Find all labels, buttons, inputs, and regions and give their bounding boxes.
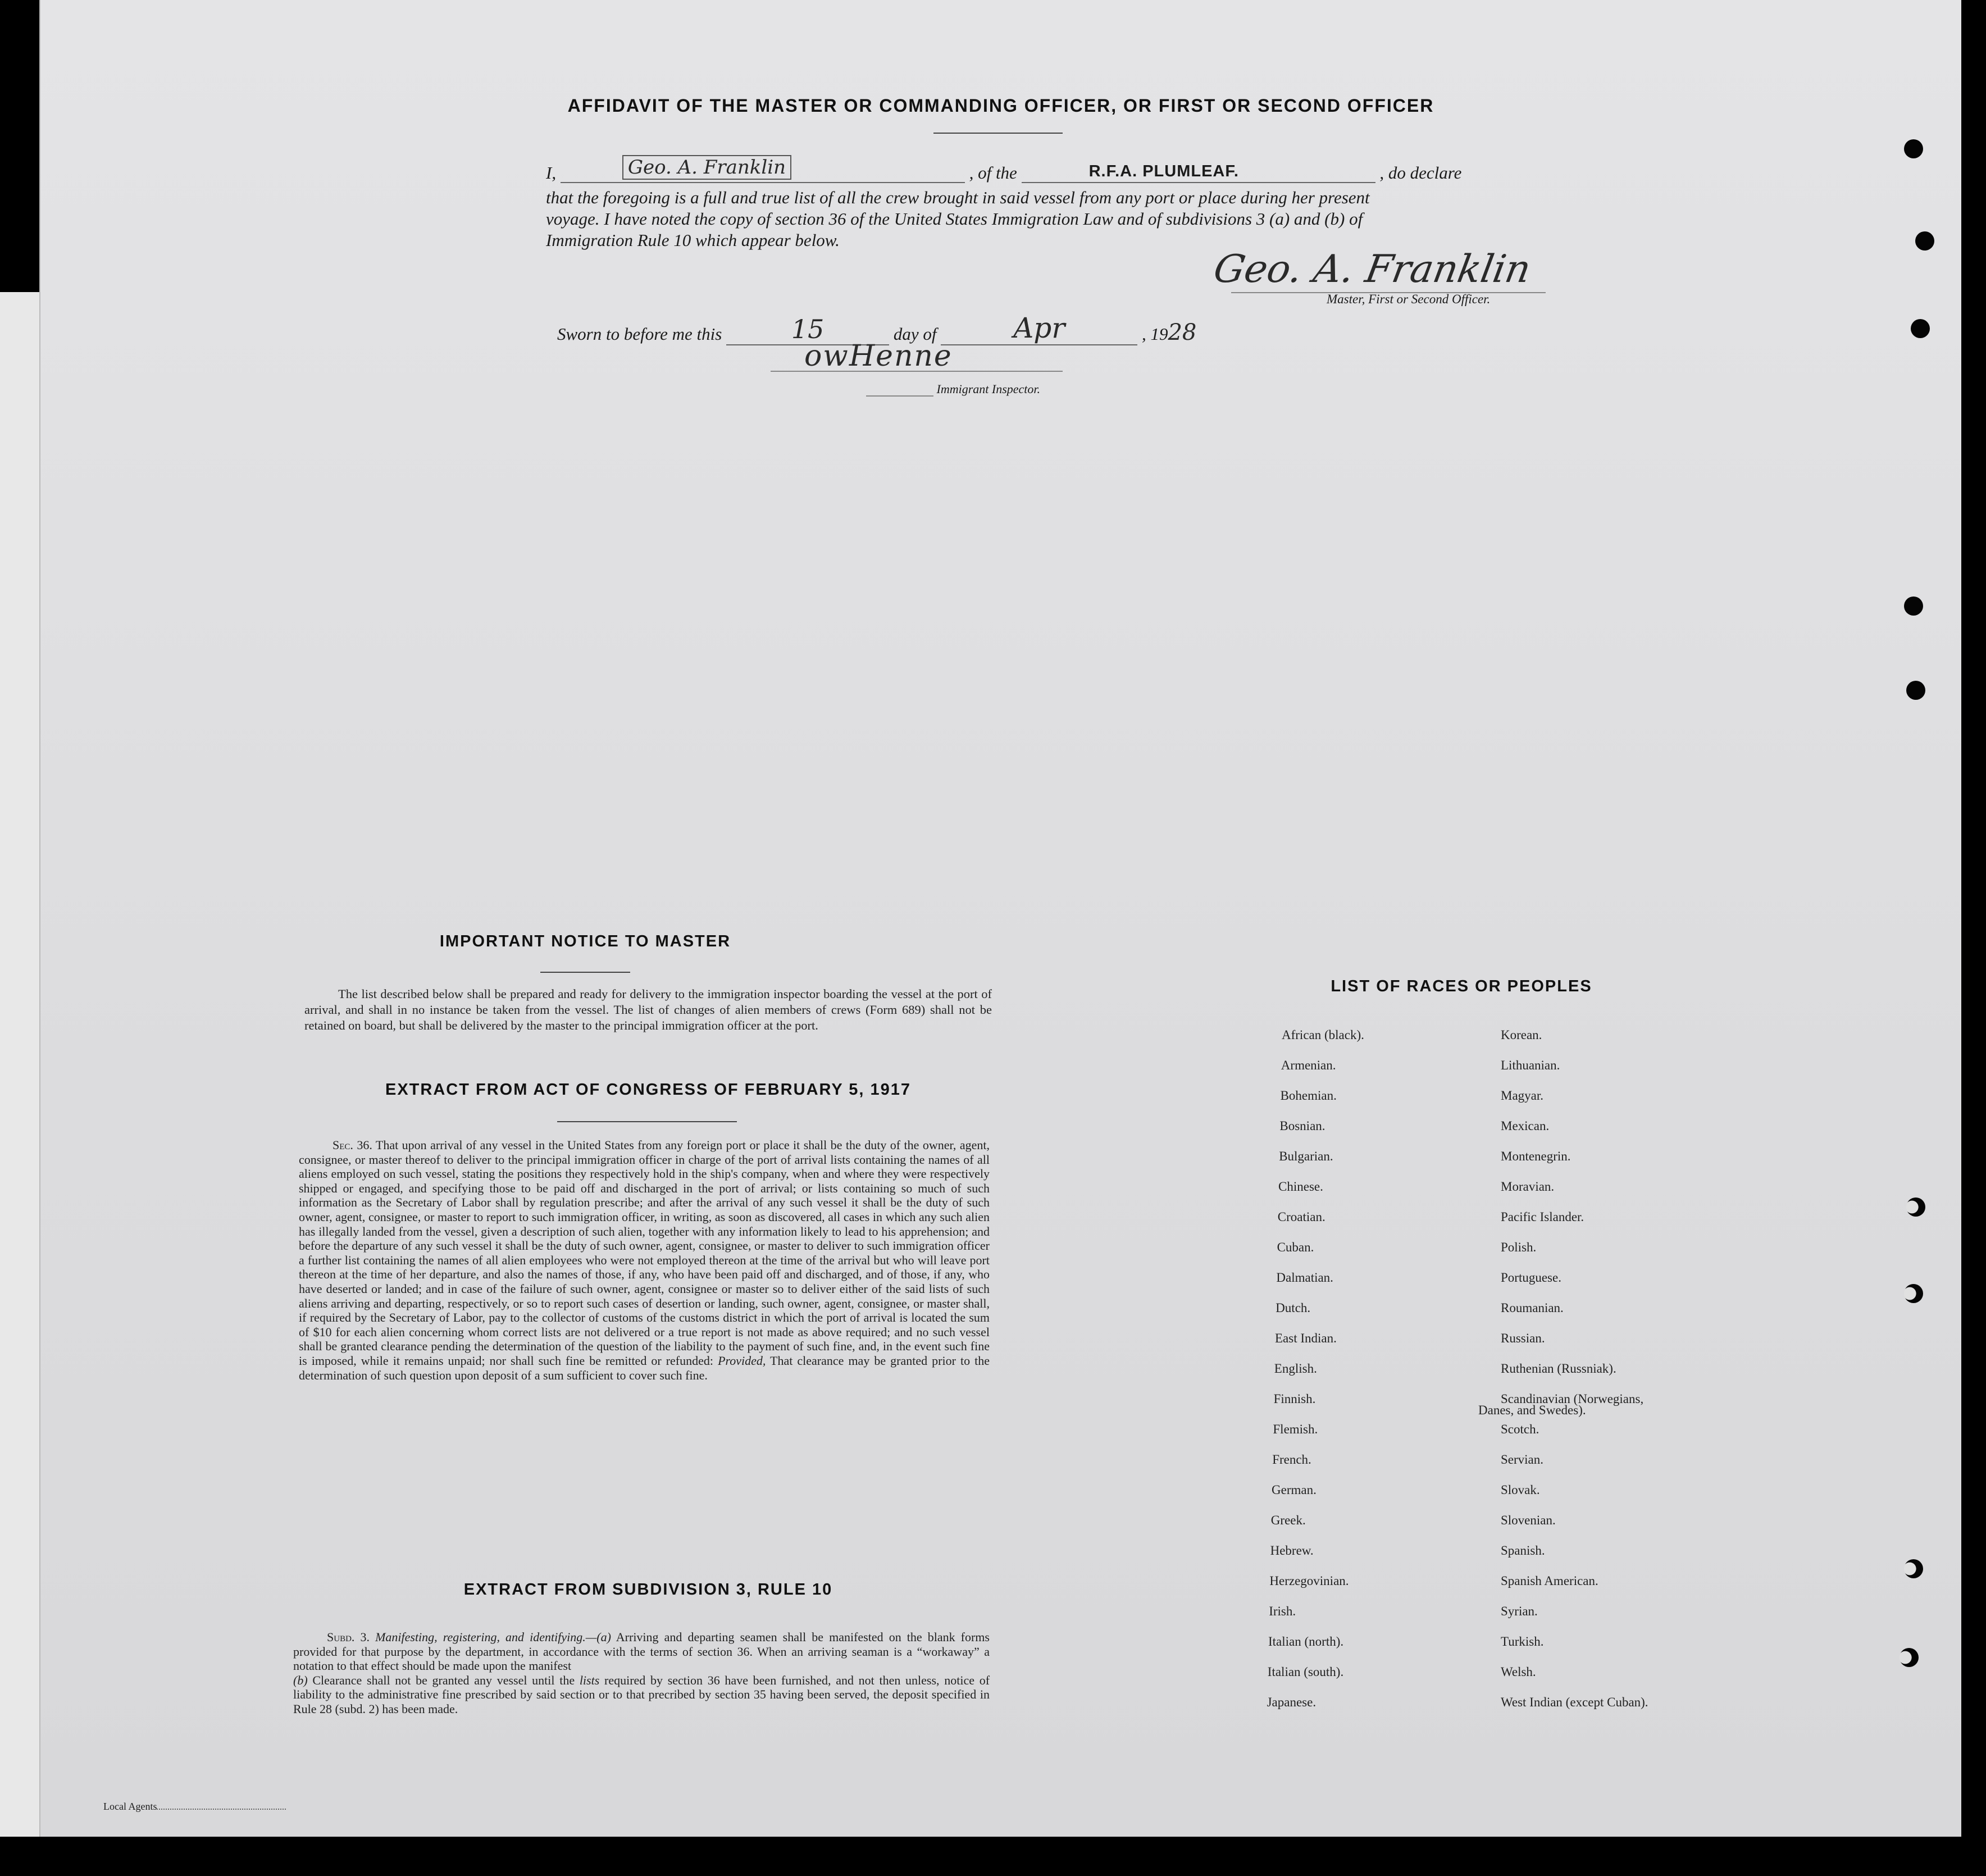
local-agents-label — [103, 1801, 286, 1813]
pronoun: I, — [546, 163, 557, 183]
vessel-field — [1022, 162, 1375, 183]
extract-rule-title: EXTRACT FROM SUBDIVISION 3, RULE 10 — [463, 1581, 833, 1599]
divider — [933, 133, 1063, 134]
race-item-right: Roumanian. — [1501, 1301, 1564, 1315]
races-title: LIST OF RACES OR PEOPLES — [1331, 977, 1592, 995]
race-item-right: Portuguese. — [1501, 1271, 1561, 1285]
race-item-right: Servian. — [1501, 1452, 1544, 1467]
extract-act-title: EXTRACT FROM ACT OF CONGRESS OF FEBRUARY 5, 1917 — [385, 1081, 912, 1099]
punch-hole — [1904, 1284, 1923, 1303]
race-item-left: Cuban. — [1277, 1240, 1314, 1254]
inspector-caption — [866, 382, 1040, 397]
race-item-right: Turkish. — [1501, 1634, 1544, 1649]
race-item-right: Ruthenian (Russniak). — [1501, 1362, 1616, 1376]
subd-title: Manifesting, registering, and identifying. — [375, 1630, 586, 1644]
master-signature: Geo. A. Franklin — [1210, 247, 1534, 292]
race-item-left: Bulgarian. — [1279, 1149, 1333, 1163]
race-item-right: Montenegrin. — [1501, 1149, 1571, 1163]
document-page — [39, 0, 1961, 1837]
section-label: Sec. 36. — [332, 1138, 372, 1152]
race-item-left: Chinese. — [1278, 1180, 1323, 1194]
year-prefix: , 19 — [1141, 324, 1168, 344]
subd-label: Subd. 3. — [327, 1630, 370, 1644]
race-item-right: Syrian. — [1501, 1604, 1538, 1618]
race-item-right: Korean. — [1501, 1028, 1542, 1042]
race-item-left: Italian (north). — [1268, 1634, 1344, 1649]
race-item-left: Dutch. — [1276, 1301, 1311, 1315]
race-item-right: Polish. — [1501, 1240, 1537, 1254]
notice-text: The list described below shall be prepared and ready for delivery to the immigration inspector boarding the vessel at the port of arrival, and shall in no instance be taken from the vessel. The list of changes of alien members of crews (Form 689) shall not be retained on board, but shall be delivered by the master to the principal immigration officer at the port. — [304, 987, 992, 1032]
race-item-left: Croatian. — [1277, 1210, 1325, 1224]
race-item-right: West Indian (except Cuban). — [1501, 1695, 1648, 1709]
punch-hole — [1906, 1197, 1925, 1217]
race-item-right: Pacific Islander. — [1501, 1210, 1584, 1224]
punch-hole — [1904, 139, 1923, 158]
affidavit-line-3: voyage. I have noted the copy of section 36 of the United States Immigration Law and of subdivisions 3 (a) and (b) of — [546, 209, 1363, 229]
local-agents-text: Local Agents — [103, 1801, 157, 1812]
punch-hole — [1904, 1559, 1923, 1578]
punch-hole — [1906, 681, 1925, 700]
punch-hole — [1900, 1648, 1919, 1667]
notice-title: IMPORTANT NOTICE TO MASTER — [439, 932, 731, 950]
race-item-right: Spanish. — [1501, 1543, 1545, 1558]
month-field — [941, 312, 1137, 345]
master-signature-caption: Master, First or Second Officer. — [1327, 292, 1491, 306]
subd-b-lists: lists — [579, 1673, 600, 1687]
inspector-caption-text: Immigrant Inspector. — [936, 382, 1041, 396]
race-item-left: Italian (south). — [1267, 1665, 1344, 1679]
extract-rule-text — [293, 1630, 990, 1716]
subd-b-text-1: Clearance shall not be granted any vessel until the — [312, 1673, 575, 1687]
vessel-name: R.F.A. PLUMLEAF. — [1088, 162, 1239, 180]
race-item-left: Herzegovinian. — [1269, 1574, 1349, 1588]
race-item-right: Scandinavian (Norwegians, — [1501, 1392, 1644, 1406]
of-the-label: , of the — [969, 163, 1017, 183]
race-item-left: Finnish. — [1273, 1392, 1316, 1406]
race-item-continuation: Danes, and Swedes). — [1478, 1403, 1586, 1417]
punch-hole — [1915, 231, 1934, 251]
race-item-left: Greek. — [1270, 1513, 1306, 1527]
subd-a-label: —(a) — [585, 1630, 611, 1644]
race-item-left: English. — [1274, 1362, 1317, 1376]
punch-hole — [1911, 319, 1930, 338]
affidavit-line-1 — [546, 156, 1462, 183]
race-item-left: Bohemian. — [1280, 1089, 1337, 1103]
subd-a-text: Arriving and departing seamen shall be manifested on the blank forms provided for that purpose by the department, in accordance with the terms of section 36. When an arriving seaman is a “workaway” a notation to that effect should be made upon the manifest — [293, 1630, 990, 1673]
sworn-day: 15 — [791, 314, 825, 344]
section-text-end: That clearance may be granted prior to the determination of such question upon deposit of a sum sufficient to cover such fine. — [299, 1353, 990, 1382]
race-item-right: Slovenian. — [1501, 1513, 1556, 1527]
subd-b-text-2: required by section 36 have been furnished, and not then unless, notice of liability to the administrative fine prescribed by said section or to that precribed by section 35 having been served, the deposit specified in Rule 28 (subd. 2) has been made. — [293, 1673, 990, 1716]
race-item-right: Slovak. — [1501, 1483, 1540, 1497]
do-declare-label: , do declare — [1379, 163, 1462, 183]
race-item-right: Spanish American. — [1501, 1574, 1598, 1588]
race-item-left: Hebrew. — [1270, 1543, 1314, 1558]
race-item-right: Magyar. — [1501, 1089, 1544, 1103]
affidavit-title: AFFIDAVIT OF THE MASTER OR COMMANDING OFFICER, OR FIRST OR SECOND OFFICER — [567, 95, 1434, 116]
provided-label: Provided, — [718, 1353, 766, 1368]
sworn-month: Apr — [1013, 312, 1065, 344]
race-item-right: Mexican. — [1501, 1119, 1550, 1133]
subd-b-label: (b) — [293, 1673, 308, 1687]
race-item-left: African (black). — [1282, 1028, 1364, 1042]
race-item-right: Welsh. — [1501, 1665, 1536, 1679]
race-item-right: Lithuanian. — [1501, 1058, 1560, 1072]
divider — [540, 972, 630, 973]
race-item-right: Russian. — [1501, 1331, 1545, 1345]
extract-act-text — [299, 1138, 990, 1382]
inspector-signature: owHenne — [804, 339, 953, 373]
race-item-left: German. — [1272, 1483, 1317, 1497]
affidavit-line-2: that the foregoing is a full and true list of all the crew brought in said vessel from any port or place during her present — [546, 188, 1370, 207]
adjacent-page-edge — [0, 292, 40, 1837]
race-item-left: Flemish. — [1273, 1422, 1318, 1436]
race-item-left: Armenian. — [1281, 1058, 1336, 1072]
master-name-field — [561, 156, 965, 183]
race-item-right: Scotch. — [1501, 1422, 1539, 1436]
day-of-label: day of — [893, 324, 937, 344]
race-item-left: Irish. — [1269, 1604, 1296, 1618]
year-suffix: 28 — [1168, 320, 1197, 345]
divider — [557, 1121, 737, 1122]
affidavit-line-4: Immigration Rule 10 which appear below. — [546, 230, 840, 250]
sworn-label: Sworn to before me this — [557, 324, 722, 344]
race-item-left: French. — [1272, 1452, 1311, 1467]
race-item-left: East Indian. — [1275, 1331, 1337, 1345]
race-item-left: Dalmatian. — [1276, 1271, 1333, 1285]
master-name-handwritten: Geo. A. Franklin — [622, 155, 791, 180]
punch-hole — [1904, 597, 1923, 616]
section-text: That upon arrival of any vessel in the United States from any foreign port or place it shall be the duty of the owner, agent, consignee, or master thereof to deliver to the principal immigration officer in charge of the port of arrival lists containing the names of all aliens employed on such vessel, stating the positions they respectively hold in the ship's company, when and where they were respectively shipped or engaged, and specifying those to be paid off and discharged in the port of arrival; or lists containing so much of such information as the Secretary of Labor shall by regulation prescribe; and after the arrival of any such vessel it shall be the duty of such owner, agent, consignee, or master to report to such immigration officer, in writing, as soon as discovered, all cases in which any such alien has illegally landed from the vessel, given a description of such alien, together with any information likely to lead to his apprehension; and before the departure of any such vessel it shall be the duty of such owner, agent, consignee, or master to deliver to such immigration officer a further list containing the names of all alien employees who were not employed thereon at the time of the arrival but who will leave port thereon at the time of her departure, and also the names of those, if any, who have been paid off and discharged, and of those, if any, who have deserted or landed; and in case of the failure of such owner, agent, consignee or master so to deliver either of the said lists of such aliens arriving and departing, respectively, or so to report such cases of desertion or landing, such owner, agent, consignee, or master shall, if required by the Secretary of Labor, pay to the collector of customs of the customs district in which the port of arrival is located the sum of $10 for each alien concerning whom correct lists are not delivered or a true report is not made as above required; and no such vessel shall be granted clearance pending the determination of the question of the liability to the payment of such fine, and, in the event such fine is imposed, while it remains unpaid; nor shall such fine be remitted or refunded: — [299, 1138, 990, 1368]
race-item-left: Bosnian. — [1279, 1119, 1325, 1133]
race-item-right: Moravian. — [1501, 1180, 1555, 1194]
race-item-left: Japanese. — [1267, 1695, 1317, 1709]
inspector-line — [771, 371, 1063, 372]
